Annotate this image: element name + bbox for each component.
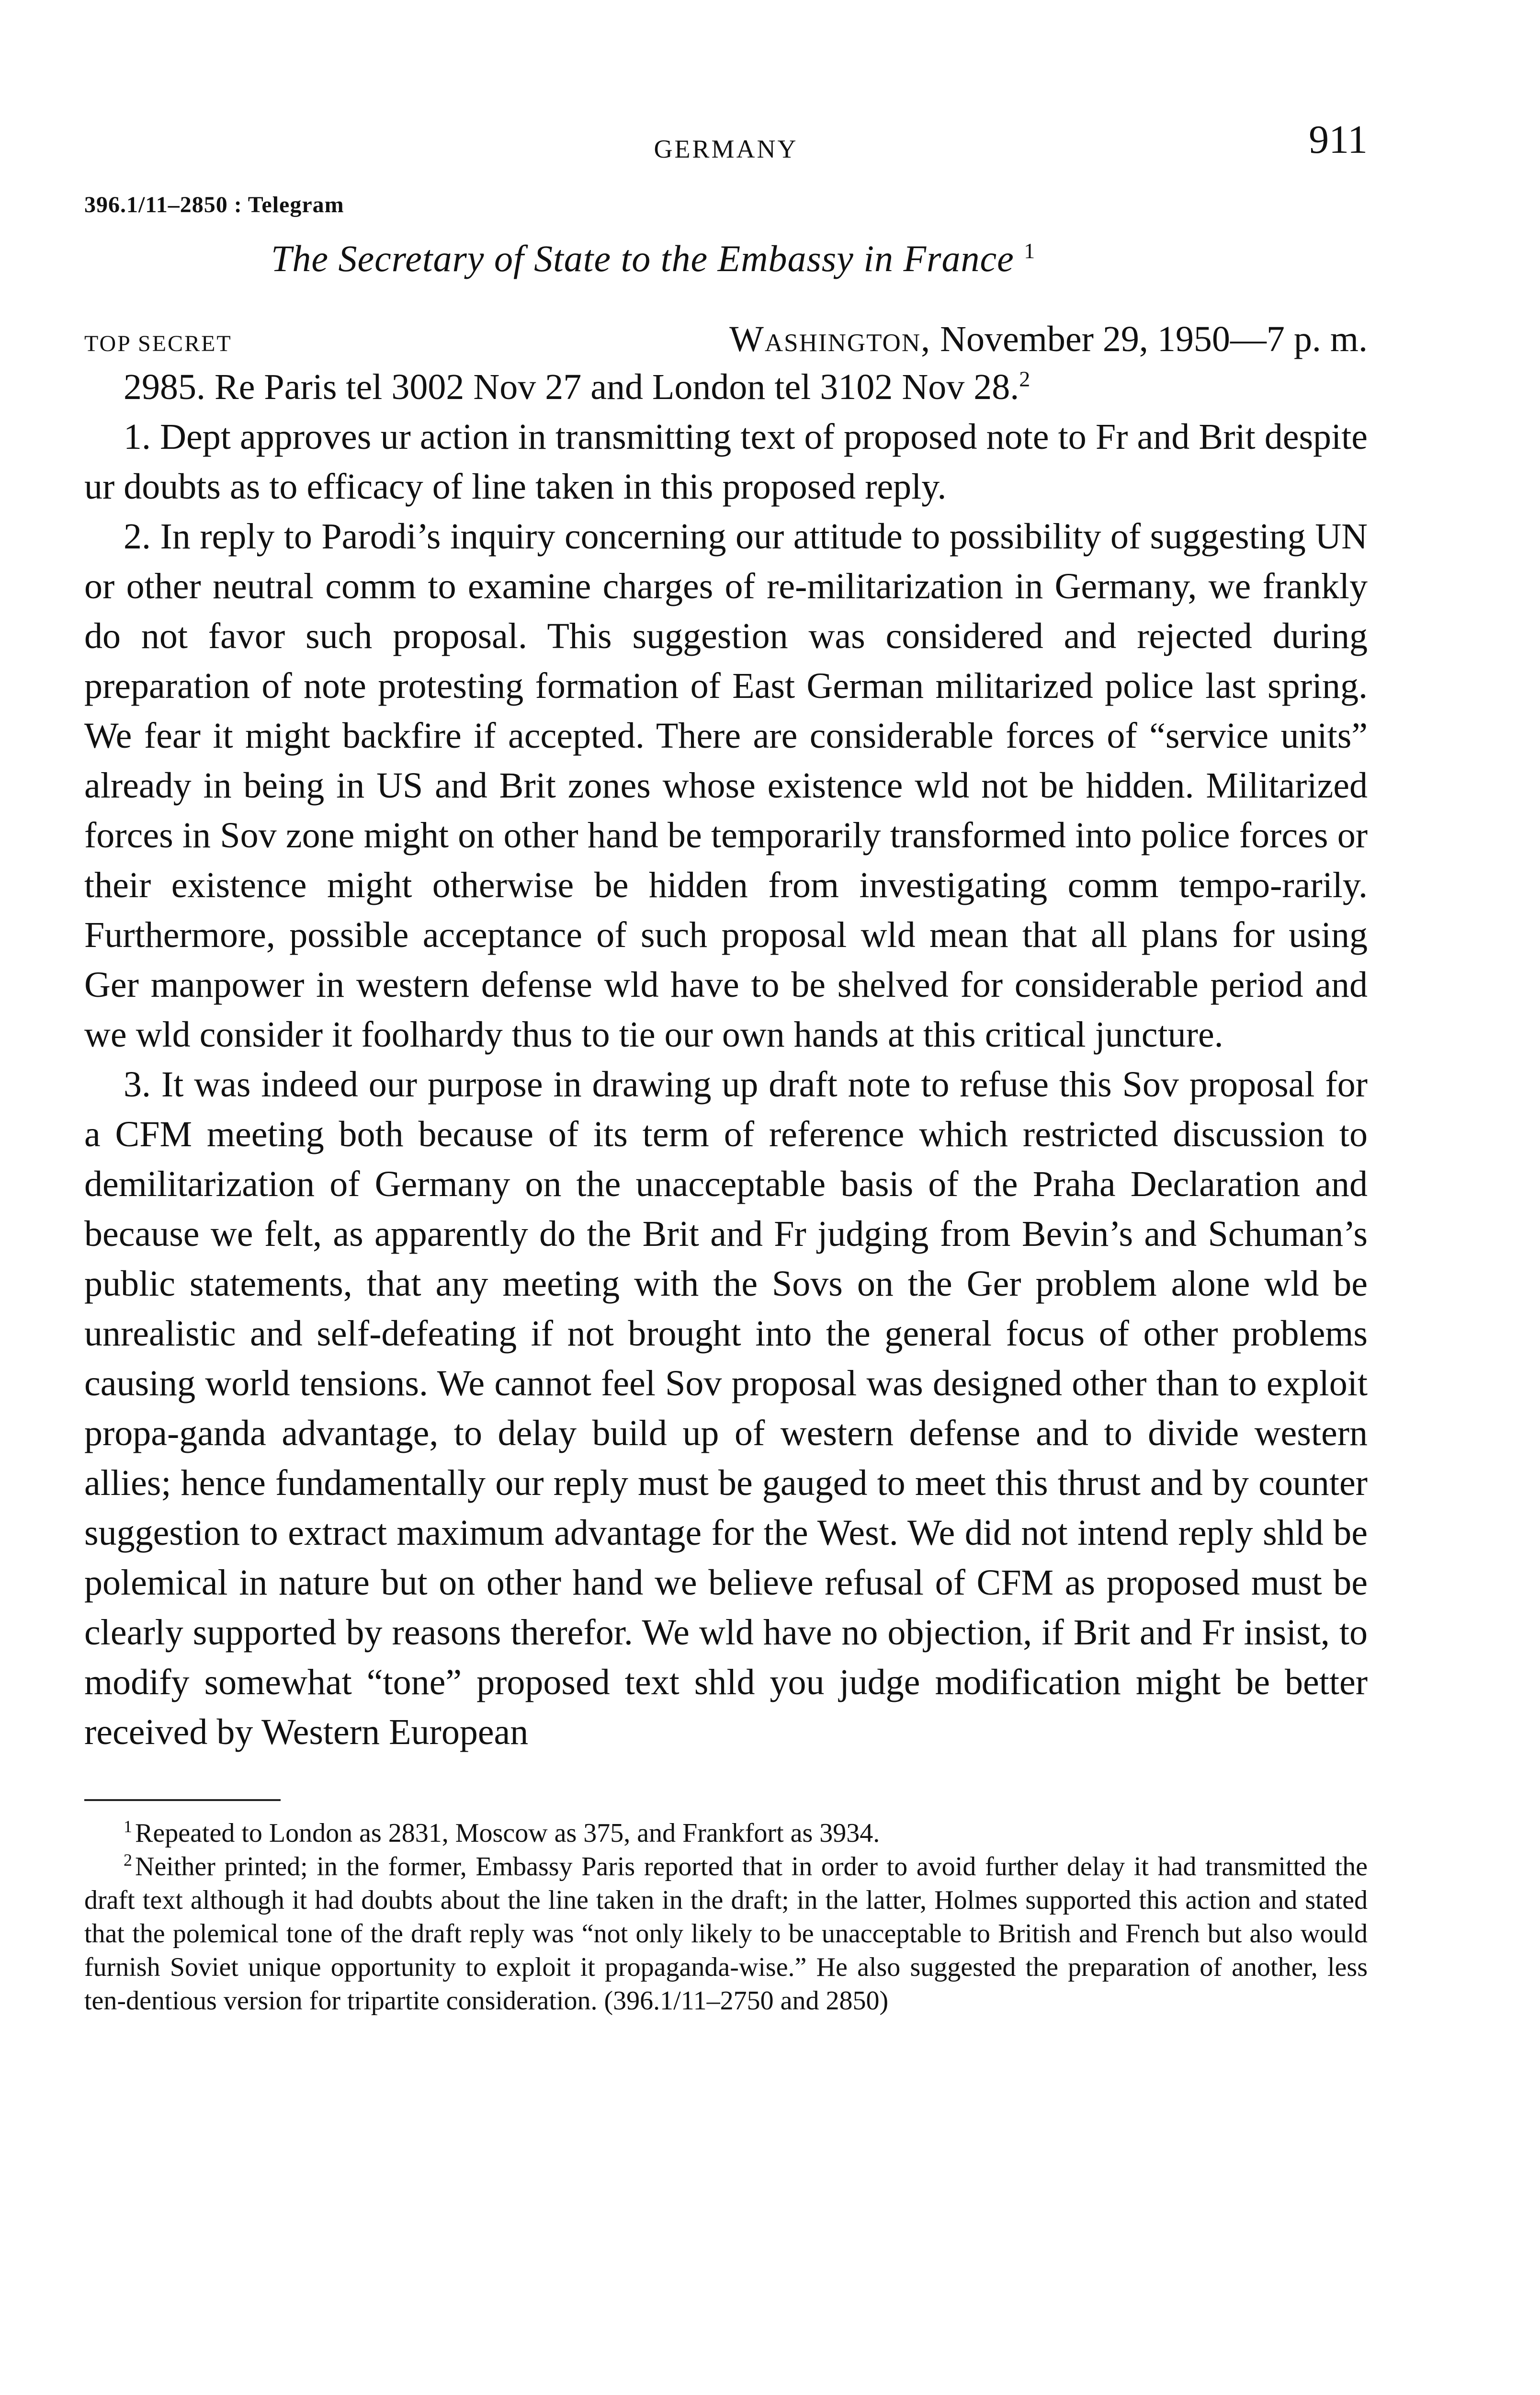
paragraph-text: 2985. Re Paris tel 3002 Nov 27 and London tel 3102 Nov 28. [124, 367, 1019, 407]
footnote-2 [84, 1850, 1368, 2018]
file-reference: 396.1/11–2850 : Telegram [84, 192, 344, 217]
date: November 29, 1950—7 p. m. [931, 319, 1368, 359]
paragraph-3: 3. It was indeed our purpose in drawing up draft note to refuse this Sov proposal for a CFM meeting both because of its term of reference which restricted discussion to demilitarization of Germany on the unacceptable basis of the Praha Declaration and because we felt, as apparently do the Brit and Fr judging from Bevin’s and Schuman’s public statements, that any meeting with the Sovs on the Ger problem alone wld be unrealistic and self-defeating if not brought into the general focus of other problems causing world tensions. We cannot feel Sov proposal was designed other than to exploit propa-ganda advantage, to delay build up of western defense and to divide western allies; hence fundamentally our reply must be gauged to meet this thrust and by counter suggestion to extract maximum advantage for the West. We did not intend reply shld be polemical in nature but on other hand we believe refusal of CFM as proposed must be clearly supported by reasons therefor. We wld have no objection, if Brit and Fr insist, to modify somewhat “tone” proposed text shld you judge modification might be better received by Western European [84, 1064, 1368, 1752]
dateline [84, 319, 1368, 360]
place: Washington, [729, 319, 931, 359]
title-footnote-marker: 1 [1024, 239, 1036, 263]
page-number: 911 [1309, 117, 1368, 162]
place-and-date [729, 319, 1368, 360]
running-header [84, 117, 1368, 172]
paragraph-reference [84, 362, 1368, 412]
classification-label: TOP SECRET [84, 331, 232, 356]
footnote-marker: 2 [1019, 366, 1030, 391]
footnote-number: 1 [124, 1817, 132, 1836]
document-title [271, 237, 1368, 280]
footnote-1 [84, 1816, 1368, 1850]
paragraph-1: 1. Dept approves ur action in transmitting text of proposed note to Fr and Brit despite ur doubts as to efficacy of line taken in this proposed reply. [84, 417, 1368, 507]
running-title: GERMANY [654, 135, 798, 163]
footnote-text: Repeated to London as 2831, Moscow as 375, and Frankfort as 3934. [135, 1818, 880, 1848]
footnotes [84, 1816, 1368, 2018]
telegram-body [84, 362, 1368, 1757]
footnote-divider [84, 1799, 281, 1801]
paragraph-2: 2. In reply to Parodi’s inquiry concerning our attitude to possibility of suggesting UN or other neutral comm to examine charges of re-militarization in Germany, we frankly do not favor such proposal. This suggestion was considered and rejected during preparation of note protesting formation of East German militarized police last spring. We fear it might backfire if accepted. There are considerable forces of “service units” already in being in US and Brit zones whose existence wld not be hidden. Militarized forces in Sov zone might on other hand be temporarily transformed into police forces or their existence might otherwise be hidden from investigating comm tempo-rarily. Furthermore, possible acceptance of such proposal wld mean that all plans for using Ger manpower in western defense wld have to be shelved for considerable period and we wld consider it foolhardy thus to tie our own hands at this critical juncture. [84, 516, 1368, 1055]
document-page [84, 117, 1368, 2018]
footnote-text: Neither printed; in the former, Embassy Paris reported that in order to avoid further delay it had transmitted the draft text although it had doubts about the line taken in the draft; in the latter, Holmes supported this action and stated that the polemical tone of the draft reply was “not only likely to be unacceptable to British and French but also would furnish Soviet unique opportunity to exploit it propaganda-wise.” He also suggested the preparation of another, less ten-dentious version for tripartite consideration. (396.1/11–2750 and 2850) [84, 1852, 1368, 2016]
document-title-text: The Secretary of State to the Embassy in France [271, 238, 1014, 279]
footnote-number: 2 [124, 1850, 132, 1870]
